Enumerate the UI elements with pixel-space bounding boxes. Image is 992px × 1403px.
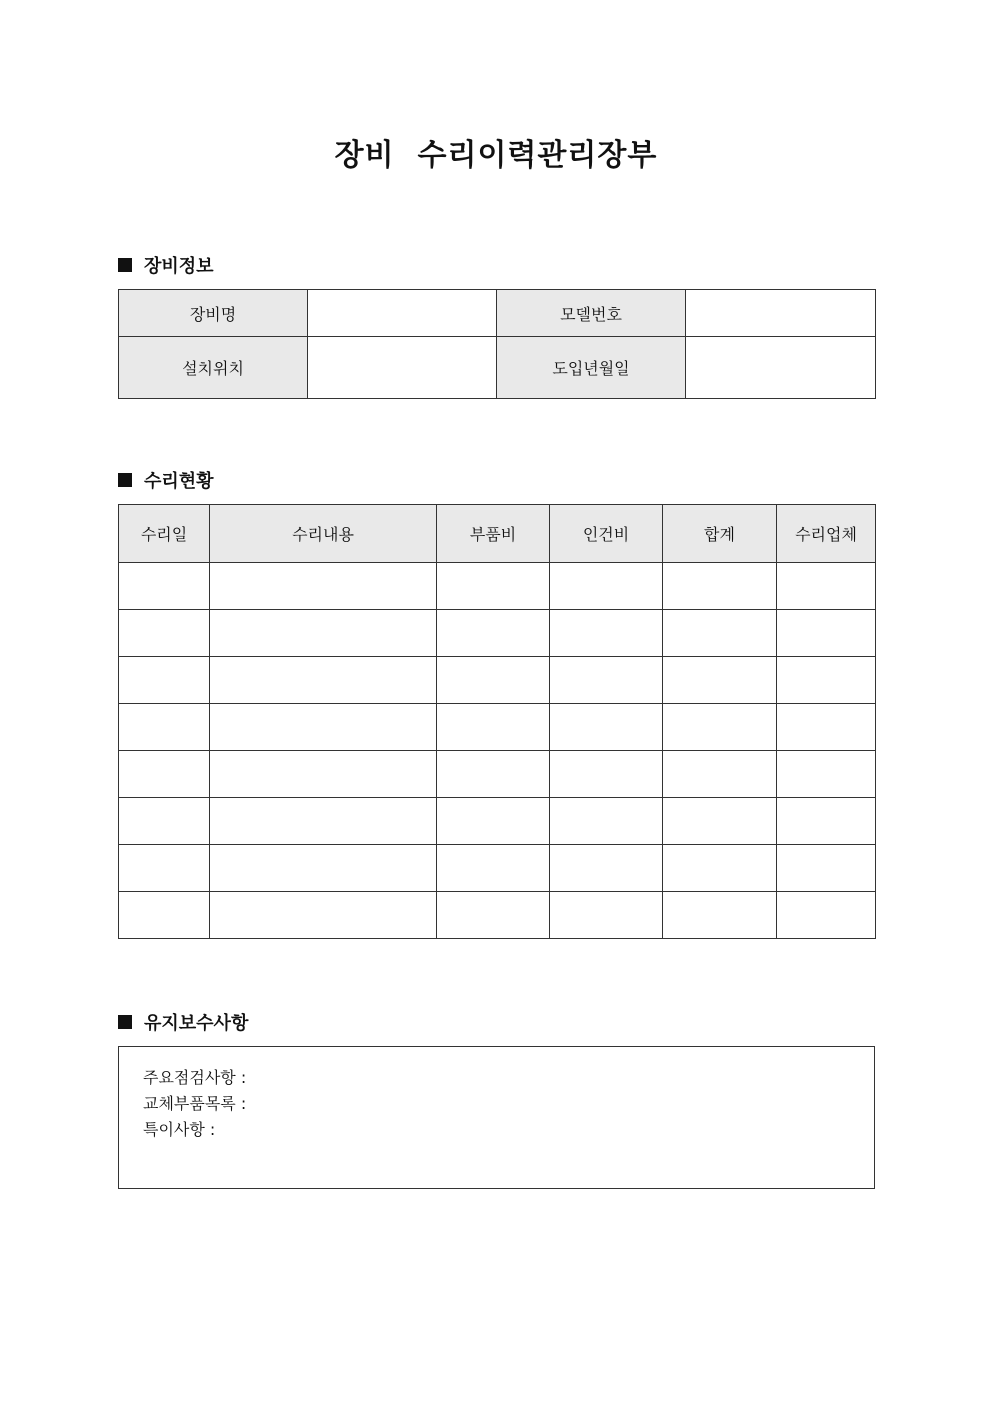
document-title: 장비 수리이력관리장부 bbox=[334, 138, 658, 173]
total-cell[interactable] bbox=[663, 845, 777, 892]
repair-date-cell[interactable] bbox=[119, 704, 210, 751]
labor-cost-cell[interactable] bbox=[550, 892, 663, 939]
total-cell[interactable] bbox=[663, 892, 777, 939]
intro-date-value[interactable] bbox=[686, 337, 876, 399]
repair-details-cell[interactable] bbox=[210, 704, 437, 751]
parts-cost-cell[interactable] bbox=[437, 704, 550, 751]
repair-company-cell[interactable] bbox=[777, 892, 876, 939]
maintenance-heading bbox=[118, 1010, 248, 1034]
special-notes-line: 특이사항 : bbox=[143, 1120, 216, 1139]
repair-details-cell[interactable] bbox=[210, 563, 437, 610]
square-bullet-icon bbox=[118, 258, 132, 272]
repair-company-cell[interactable] bbox=[777, 704, 876, 751]
labor-cost-cell[interactable] bbox=[550, 657, 663, 704]
repair-company-cell[interactable] bbox=[777, 845, 876, 892]
total-cell[interactable] bbox=[663, 657, 777, 704]
labor-cost-cell[interactable] bbox=[550, 610, 663, 657]
repair-details-cell[interactable] bbox=[210, 845, 437, 892]
repair-date-cell[interactable] bbox=[119, 610, 210, 657]
repair-date-cell[interactable] bbox=[119, 892, 210, 939]
repair-company-cell[interactable] bbox=[777, 610, 876, 657]
table-row bbox=[119, 798, 876, 845]
table-row bbox=[119, 704, 876, 751]
labor-cost-cell[interactable] bbox=[550, 563, 663, 610]
repair-table-body bbox=[119, 563, 876, 939]
parts-cost-cell[interactable] bbox=[437, 657, 550, 704]
repair-details-cell[interactable] bbox=[210, 798, 437, 845]
column-header-repair-details: 수리내용 bbox=[210, 505, 437, 563]
table-row bbox=[119, 610, 876, 657]
equipment-info-heading bbox=[118, 253, 214, 277]
column-header-total: 합계 bbox=[663, 505, 777, 563]
table-row bbox=[119, 845, 876, 892]
maintenance-notes-box bbox=[118, 1046, 875, 1189]
repair-company-cell[interactable] bbox=[777, 657, 876, 704]
column-header-labor-cost: 인건비 bbox=[550, 505, 663, 563]
repair-details-cell[interactable] bbox=[210, 892, 437, 939]
labor-cost-cell[interactable] bbox=[550, 845, 663, 892]
repair-company-cell[interactable] bbox=[777, 798, 876, 845]
location-value[interactable] bbox=[308, 337, 497, 399]
column-header-repair-date: 수리일 bbox=[119, 505, 210, 563]
equipment-info-row bbox=[119, 337, 876, 399]
repair-status-heading bbox=[118, 468, 214, 492]
total-cell[interactable] bbox=[663, 751, 777, 798]
total-cell[interactable] bbox=[663, 798, 777, 845]
square-bullet-icon bbox=[118, 473, 132, 487]
parts-cost-cell[interactable] bbox=[437, 892, 550, 939]
total-cell[interactable] bbox=[663, 704, 777, 751]
repair-status-table bbox=[118, 504, 876, 939]
equipment-info-row bbox=[119, 290, 876, 337]
inspection-items-line: 주요점검사항 : bbox=[143, 1068, 247, 1087]
table-row bbox=[119, 751, 876, 798]
location-label: 설치위치 bbox=[119, 337, 308, 399]
parts-cost-cell[interactable] bbox=[437, 563, 550, 610]
repair-date-cell[interactable] bbox=[119, 657, 210, 704]
repair-status-heading-label: 수리현황 bbox=[144, 471, 214, 492]
intro-date-label: 도입년월일 bbox=[497, 337, 686, 399]
model-number-label: 모델번호 bbox=[497, 290, 686, 337]
table-row bbox=[119, 657, 876, 704]
total-cell[interactable] bbox=[663, 610, 777, 657]
repair-company-cell[interactable] bbox=[777, 563, 876, 610]
table-row bbox=[119, 563, 876, 610]
repair-details-cell[interactable] bbox=[210, 610, 437, 657]
column-header-parts-cost: 부품비 bbox=[437, 505, 550, 563]
repair-date-cell[interactable] bbox=[119, 751, 210, 798]
parts-cost-cell[interactable] bbox=[437, 610, 550, 657]
replaced-parts-line: 교체부품목록 : bbox=[143, 1094, 247, 1113]
repair-date-cell[interactable] bbox=[119, 798, 210, 845]
repair-details-cell[interactable] bbox=[210, 657, 437, 704]
labor-cost-cell[interactable] bbox=[550, 798, 663, 845]
equipment-name-value[interactable] bbox=[308, 290, 497, 337]
repair-table-header-row bbox=[119, 505, 876, 563]
maintenance-heading-label: 유지보수사항 bbox=[144, 1013, 249, 1034]
repair-details-cell[interactable] bbox=[210, 751, 437, 798]
equipment-info-table bbox=[118, 289, 876, 399]
parts-cost-cell[interactable] bbox=[437, 845, 550, 892]
repair-date-cell[interactable] bbox=[119, 563, 210, 610]
square-bullet-icon bbox=[118, 1015, 132, 1029]
table-row bbox=[119, 892, 876, 939]
repair-company-cell[interactable] bbox=[777, 751, 876, 798]
repair-date-cell[interactable] bbox=[119, 845, 210, 892]
parts-cost-cell[interactable] bbox=[437, 751, 550, 798]
labor-cost-cell[interactable] bbox=[550, 751, 663, 798]
column-header-repair-company: 수리업체 bbox=[777, 505, 876, 563]
equipment-name-label: 장비명 bbox=[119, 290, 308, 337]
parts-cost-cell[interactable] bbox=[437, 798, 550, 845]
labor-cost-cell[interactable] bbox=[550, 704, 663, 751]
equipment-info-heading-label: 장비정보 bbox=[144, 256, 214, 277]
total-cell[interactable] bbox=[663, 563, 777, 610]
model-number-value[interactable] bbox=[686, 290, 876, 337]
